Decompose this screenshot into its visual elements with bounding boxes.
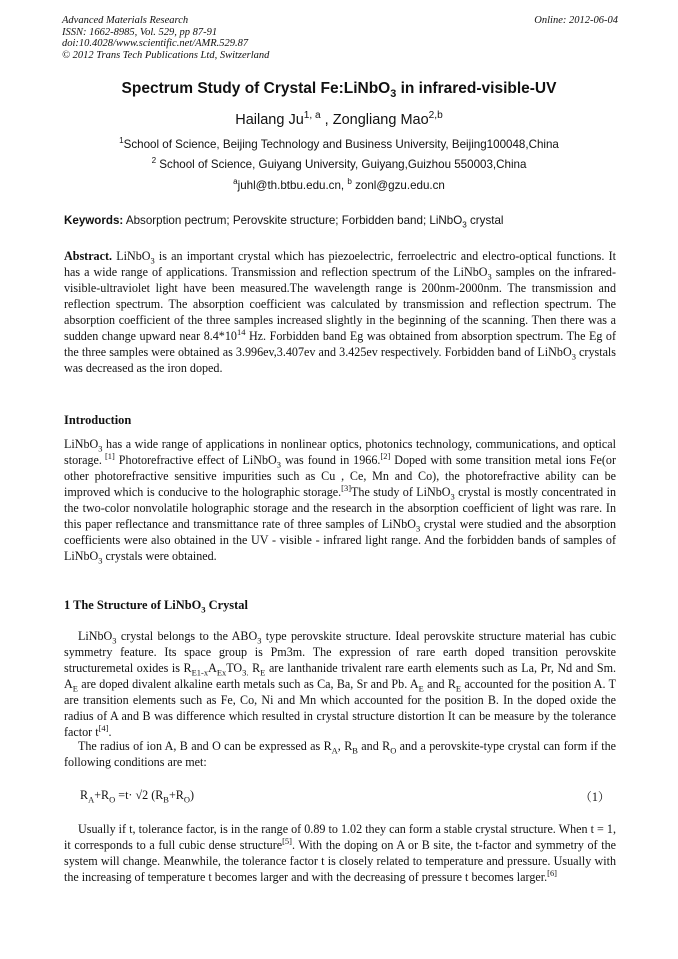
page-header bbox=[62, 15, 618, 61]
structure-paragraph-2: The radius of ion A, B and O can be expressed as $R_A$, $R_B$ and $R_O$ and a perovskite-type crystal can form if the following conditions are met: bbox=[64, 739, 616, 769]
section-heading-structure: 1 The Structure of LiNbO$_3$ Crystal bbox=[64, 598, 248, 615]
keywords: Keywords: Absorption pectrum; Perovskite structure; Forbidden band; LiNbO$_3$ crystal bbox=[64, 214, 504, 230]
author-2: Zongliang Mao bbox=[332, 112, 429, 128]
journal-name: Advanced Materials Research bbox=[62, 15, 189, 26]
copyright-line: © 2012 Trans Tech Publications Ltd, Switzerland bbox=[62, 49, 270, 61]
structure-paragraph-3: Usually if t, tolerance factor, is in the range of 0.89 to 1.02 they can form a stable crystal structure. When t = 1, it corresponds to a full cubic dense structure[5]. With the doping on A or B site, the t-factor and symmetry of the system will change. Meanwhile, the tolerance factor t is closely related to temperature and pressure. Usually with the increasing of temperature t becomes larger and with the decreasing of pressure t becomes larger.[6] bbox=[64, 822, 616, 884]
keywords-label: Keywords: bbox=[64, 214, 124, 227]
abstract: Abstract. LiNbO$_3$ is an important crystal which has piezoelectric, ferroelectric and electro-optical functions. It has a wide range of applications. Transmission and reflection spectrum of the LiNbO$_3$ samples on the infrared-visible-ultraviolet light have been measured.The wavelength range is 200nm-2000nm. The transmission and reflection spectrum. The absorption coefficient was calculated by transmission and reflection spectrum. The absorption coefficient of the three samples increased slightly in the beginning of the scanning. Then there was a sudden change upward near $8.4*10^{14}$ Hz. Forbidden band Eg was obtained from absorption spectrum. The Eg of the three samples were obtained as 3.996ev,3.407ev and 3.425ev respectively. Forbidden band of LiNbO$_3$ crystals was decreased as the iron doped. bbox=[64, 249, 616, 375]
sqrt-symbol: √2 bbox=[135, 788, 149, 802]
introduction-paragraph: LiNbO$_3$ has a wide range of applications in nonlinear optics, photonics technology, communications, and optical storage. [1] Photorefractive effect of LiNbO$_3$ was found in 1966.[2] Doped with some transition metal ions Fe(or other photorefractive sensitive impurities such as Cu , Ce, Mn and Co), the photorefractive ability can be improved which is conducive to the holographic storage.[3]The study of LiNbO$_3$ crystal is mostly concentrated in the two-color nonvolatile holographic storage and the research in the absorption coefficient of light was rare. In this paper reflectance and transmittance rate of three samples of LiNbO$_3$ crystal were studied and the absorption coefficients were also obtained in the UV - visible - infrared light range. And the forbidden bands of samples of LiNbO$_3$ crystals were obtained. bbox=[64, 437, 616, 566]
online-date: Online: 2012-06-04 bbox=[534, 15, 618, 26]
author-list: Hailang Ju$^{1, a}$ , Zongliang Mao$^{2,b}$ bbox=[235, 110, 443, 128]
doi-line: doi:10.4028/www.scientific.net/AMR.529.87 bbox=[62, 38, 249, 50]
affiliation-1: $^1$School of Science, Beijing Technology and Business University, Beijing100048,China bbox=[119, 136, 559, 151]
structure-paragraph-1: LiNbO$_3$ crystal belongs to the $ABO_3$ type perovskite structure. Ideal perovskite structure material has cubic symmetry feature. Its space group is Pm3m. The expression of rare earth doped transition perovskite structuremetal oxides is $R_{E1-x}A_{Ex}TO_{3.}$ $R_E$ are lanthanide trivalent rare earth elements such as La, Pr, Nd and Sm. $A_E$ are doped divalent alkaline earth metals such as Ca, Ba, Sr and Pb. $A_E$ and $R_E$ accounted for the position A. T are transition elements such as Fe, Co, Ni and Mn which accounted for the position B. In the doped oxide the radius of A and B was difference which resulted in crystal structure distortion It can be measure by the tolerance factor t[4]. bbox=[64, 629, 617, 739]
equation-number: （1） bbox=[579, 790, 610, 804]
affiliation-2: $^2$ School of Science, Guiyang University, Guiyang,Guizhou 550003,China bbox=[151, 156, 527, 171]
section-heading-introduction: Introduction bbox=[64, 413, 132, 427]
paper-title: Spectrum Study of Crystal Fe:LiNbO$_3$ in infrared-visible-UV bbox=[121, 80, 557, 101]
equation-1: $R_A+R_O =t\cdot √2$ $(R_B+R_O)$ （1） bbox=[80, 788, 610, 805]
author-1: Hailang Ju bbox=[235, 112, 304, 128]
author-emails: $^a$juhl@th.btbu.edu.cn, $^b$ zonl@gzu.edu.cn bbox=[233, 177, 445, 192]
abstract-label: Abstract. bbox=[64, 249, 113, 263]
issn-line: ISSN: 1662-8985, Vol. 529, pp 87-91 bbox=[62, 26, 218, 38]
